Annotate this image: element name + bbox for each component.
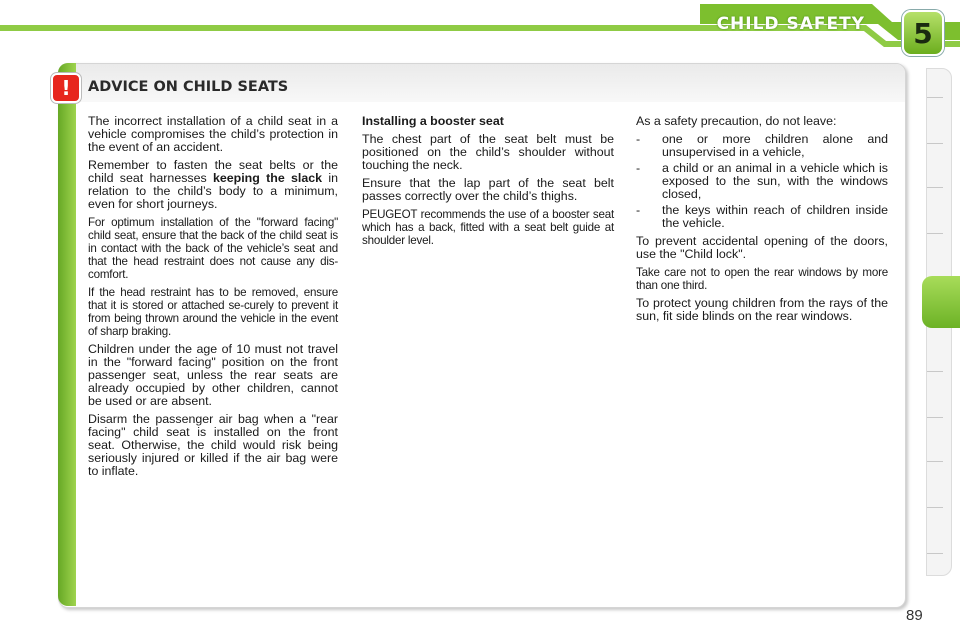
paragraph: To prevent accidental opening of the doors, use the "Child lock".: [636, 234, 888, 261]
paragraph: The incorrect installation of a child seat in a vehicle compromises the child’s protection in the event of an accident.: [88, 114, 338, 154]
tab-divider: [927, 461, 943, 462]
tab-divider: [927, 143, 943, 144]
paragraph: [88, 159, 338, 211]
tab-divider: [927, 507, 943, 508]
list-item-text: one or more children alone and unsupervised in a vehicle,: [662, 132, 888, 159]
list-item-text: the keys within reach of children inside the vehicle.: [662, 203, 888, 230]
tab-divider: [927, 417, 943, 418]
warning-icon: !: [51, 73, 81, 103]
column-booster-seat: [362, 115, 614, 252]
section-title: ADVICE ON CHILD SEATS: [88, 79, 289, 95]
page-number: 89: [906, 607, 923, 624]
tab-divider: [927, 553, 943, 554]
list-item: [636, 204, 888, 230]
precaution-list: [636, 133, 888, 230]
paragraph: PEUGEOT recommends the use of a booster seat which has a back, fitted with a seat belt guide at shoulder level.: [362, 208, 614, 247]
text: in relation to the child’s body to a minimum, even for short journeys.: [88, 171, 338, 211]
list-item-text: a child or an animal in a vehicle which is exposed to the sun, with the windows closed,: [662, 161, 888, 201]
list-dash: -: [636, 132, 641, 146]
paragraph: As a safety precaution, do not leave:: [636, 114, 837, 128]
emphasis-text: keeping the slack: [213, 171, 323, 185]
paragraph: Disarm the passenger air bag when a "rear facing" child seat is installed on the front seat. Otherwise, the child would risk being seriously injured or killed if the air bag were to inflate.: [88, 412, 338, 478]
tab-divider: [927, 371, 943, 372]
paragraph: For optimum installation of the "forward facing" child seat, ensure that the back of the child seat is in contact with the back of the vehicle’s seat and that the head restraint does not cause any dis-comfort.: [88, 216, 338, 281]
chapter-title: CHILD SAFETY: [716, 14, 865, 34]
paragraph: To protect young children from the rays of the sun, fit side blinds on the rear windows.: [636, 296, 888, 323]
chapter-number-badge: 5: [902, 10, 944, 56]
paragraph: The chest part of the seat belt must be positioned on the child’s shoulder without touching the neck.: [362, 132, 614, 172]
text: Remember to fasten the seat belts or the child seat harnesses: [88, 158, 338, 185]
list-dash: -: [636, 203, 641, 217]
paragraph: Take care not to open the rear windows by more than one third.: [636, 266, 888, 292]
column-safety-precautions: [636, 115, 888, 328]
subheading: Installing a booster seat: [362, 114, 504, 128]
paragraph: If the head restraint has to be removed, ensure that it is stored or attached se-curely to prevent it from being thrown around the vehicle in the event of sharp braking.: [88, 286, 338, 338]
tab-divider: [927, 187, 943, 188]
tab-divider: [927, 233, 943, 234]
paragraph: Children under the age of 10 must not travel in the "forward facing" position on the front passenger seat, unless the rear seats are already occupied by other children, cannot be used or are absent.: [88, 342, 338, 408]
active-chapter-tab[interactable]: [922, 276, 960, 328]
column-child-seat-advice: [88, 115, 338, 483]
panel-accent-bar: [58, 63, 76, 606]
paragraph: Ensure that the lap part of the seat belt passes correctly over the child’s thighs.: [362, 176, 614, 203]
list-item: [636, 133, 888, 159]
list-dash: -: [636, 161, 641, 175]
tab-divider: [927, 97, 943, 98]
list-item: [636, 162, 888, 201]
